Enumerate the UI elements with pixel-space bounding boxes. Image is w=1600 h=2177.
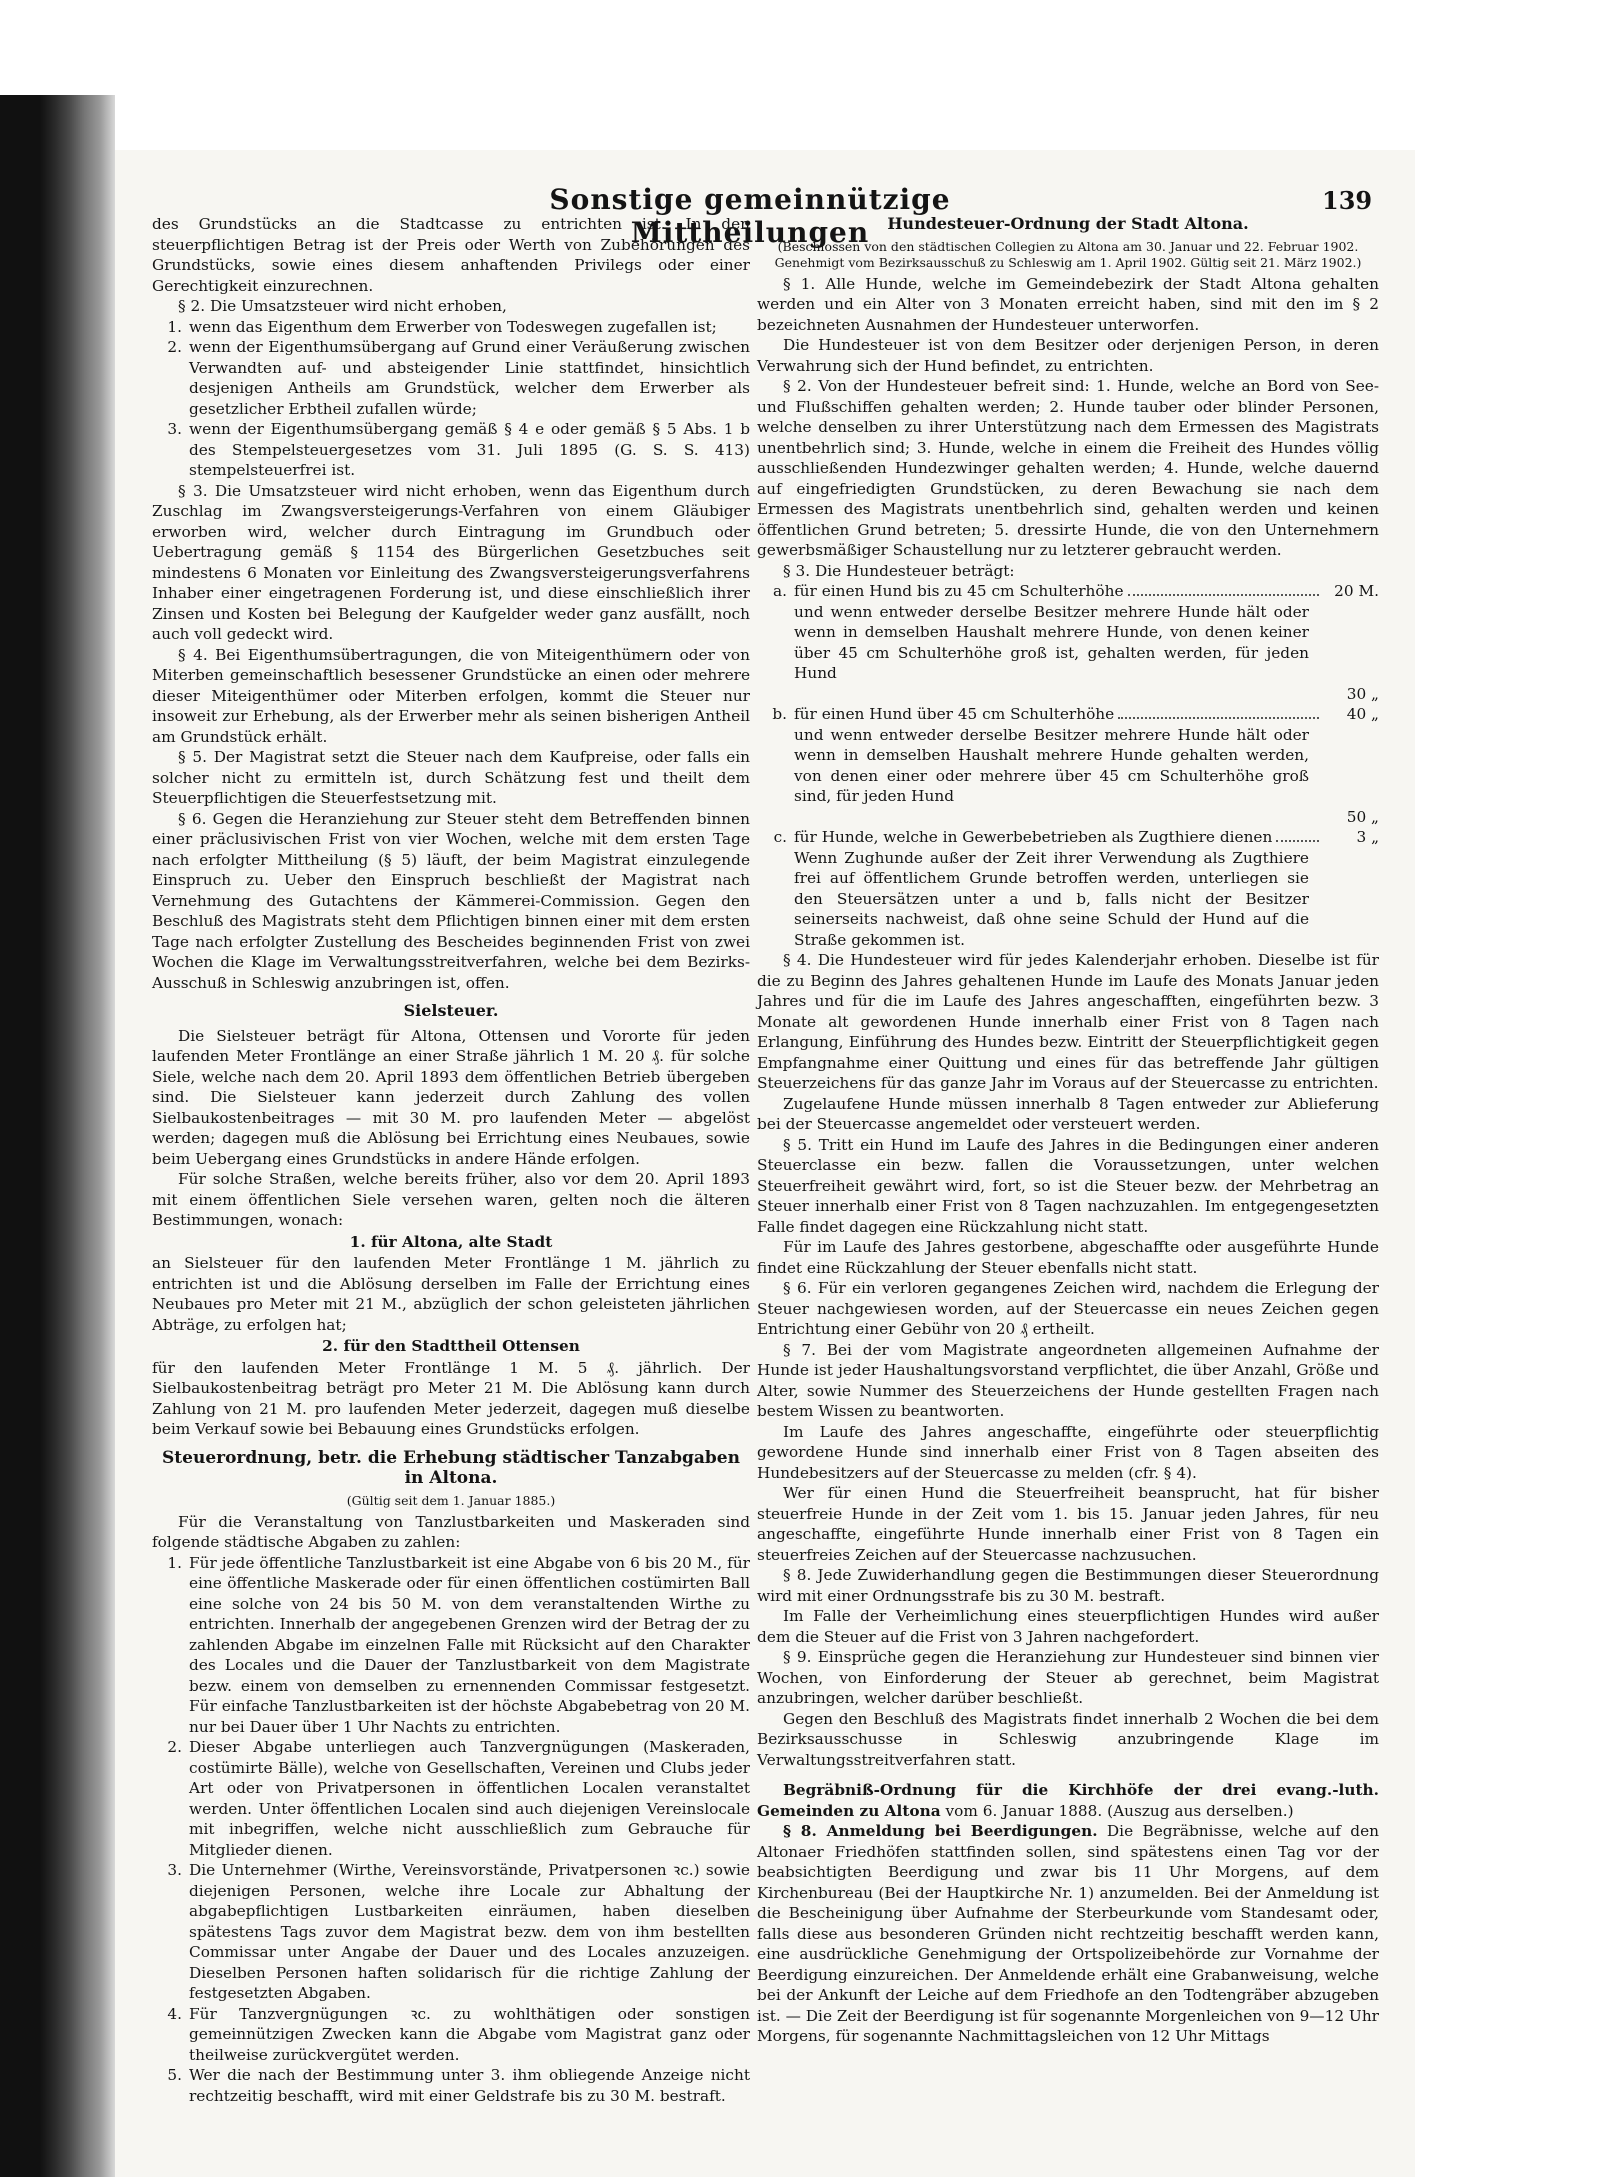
hund-section-4: § 4. Die Hundesteuer wird für jedes Kalenderjahr erhoben. Dieselbe ist für die zu Beginn des Jahres gehaltenen Hunde im Laufe des Monats Januar jeden Jahres und für die im Laufe des Jahres angeschafften, eingeführten bezw. 3 Monate alt gewordenen Hunde innerhalb einer Frist von 8 Tagen nach Erlangung, Einführung des Hundes bezw. Eintritt der Steuerpflichtigkeit gegen Empfangnahme einer Quittung und eines für das betreffende Jahr gültigen Steuerzeichens für das ganze Jahr im Voraus auf der Steuercasse zu entrichten.	[757, 951, 1379, 1092]
list-item-text: Wer die nach der Bestimmung unter 3. ihm obliegende Anzeige nicht rechtzeitig beschafft, wird mit einer Geldstrafe bis zu 30 M. bestraft.	[189, 2066, 750, 2105]
rate-amount: 50 „	[1346, 807, 1379, 826]
hund-section-7b: Im Laufe des Jahres angeschaffte, eingeführte oder steuerpflichtig gewordene Hunde sind innerhalb einer Frist von 8 Tagen abseiten des Hundebesitzers auf der Steuercasse zu melden (cfr. § 4).	[757, 1422, 1379, 1482]
list-item-number: 4.	[167, 2004, 182, 2023]
list-item	[152, 337, 750, 419]
list-item	[152, 1860, 750, 2004]
running-head: Sonstige gemeinnützige Mittheilungen	[549, 183, 951, 249]
list-item-number: 2.	[167, 1738, 182, 1756]
list-item-number: 5.	[167, 2066, 182, 2084]
rate-text: und wenn entweder derselbe Besitzer mehrere Hunde hält oder wenn in demselben Haushalt mehrere Hunde gehalten werden, von denen einer oder mehrere über 45 cm Schulterhöhe groß sind, für jeden Hund	[794, 725, 1309, 805]
scan-binding-shadow	[0, 95, 115, 2177]
rate-label: a.	[773, 582, 787, 600]
sielsteuer-paragraph-1: Die Sielsteuer beträgt für Altona, Ottensen und Vororte für jeden laufenden Meter Frontlänge an einer Straße jährlich 1 M. 20 ₰. für solche Siele, welche nach dem 20. April 1893 dem öffentlichen Betrieb übergeben sind. Die Sielsteuer kann jederzeit durch Zahlung des vollen Sielbaukostenbeitrages — mit 30 M. pro laufenden Meter — abgelöst werden; dagegen muß die Ablösung bei Errichtung eines Neubaues, sowie beim Uebergang eines Grundstücks in andere Hände erfolgen.	[152, 1026, 750, 1168]
right-column	[757, 214, 1379, 2047]
hundesteuer-approval-note: Genehmigt vom Bezirksausschuß zu Schleswig am 1. April 1902. Gültig seit 21. März 1902.)	[774, 254, 1362, 270]
hund-section-5: § 5. Tritt ein Hund im Laufe des Jahres in die Bedingungen einer anderen Steuerclasse ein bezw. fallen die Voraussetzungen, unter welchen Steuerfreiheit gewährt wird, fort, so ist die Steuer bezw. der Mehrbetrag an Steuer innerhalb einer Frist von 8 Tagen nachzuzahlen. Im entgegengesetzten Falle findet dagegen eine Rückzahlung nicht statt.	[757, 1135, 1379, 1236]
hund-section-8b: Im Falle der Verheimlichung eines steuerpflichtigen Hundes wird außer dem die Steuer auf die Frist von 3 Jahren nachgefordert.	[757, 1607, 1379, 1646]
list-item-text: Die Unternehmer (Wirthe, Vereinsvorstände, Privatpersonen ꝛc.) sowie diejenigen Personen, welche ihre Locale zur Abhaltung der abgabepflichtigen Lustbarkeiten einräumen, haben dieselben spätestens Tags zuvor dem Magistrat bezw. dem von ihm bestellten Commissar unter Angabe der Dauer und des Locales anzuzeigen. Dieselben Personen haften solidarisch für die richtige Zahlung der festgesetzten Abgaben.	[189, 1861, 750, 2002]
hund-section-2: § 2. Von der Hundesteuer befreit sind: 1. Hunde, welche an Bord von See- und Flußschiffen gehalten werden; 2. Hunde tauber oder blinder Personen, welche denselben zu ihrer Unterstützung nach dem Ermessen des Magistrats unentbehrlich sind; 3. Hunde, welche in einem die Freiheit des Hundes völlig ausschließenden Hundezwinger gehalten werden; 4. Hunde, welche dauernd auf eingefriedigten Grundstücken, zu deren Bewachung sie nach dem Ermessen des Magistrats unentbehrlich sind, gehalten werden und keinen öffentlichen Grund betreten; 5. dressirte Hunde, die von den Unternehmern gewerbsmäßiger Schaustellung nur zu letzterer gebraucht werden.	[757, 377, 1379, 559]
tax-rate-a-amount2	[757, 684, 1379, 705]
tanzabgaben-intro: Für die Veranstaltung von Tanzlustbarkeiten und Maskeraden sind folgende städtische Abgaben zu zahlen:	[152, 1512, 750, 1551]
rate-text: und wenn entweder derselbe Besitzer mehrere Hunde hält oder wenn in demselben Haushalt mehrere Hunde, von denen keiner über 45 cm Schulterhöhe groß ist, gehalten werden, für jeden Hund	[794, 602, 1309, 682]
rate-text: für einen Hund über 45 cm Schulterhöhe	[794, 705, 1115, 723]
sielsteuer-paragraph-2: Für solche Straßen, welche bereits früher, also vor dem 20. April 1893 mit einem öffentlichen Siele versehen waren, gelten noch die älteren Bestimmungen, wonach:	[152, 1170, 750, 1229]
list-item-text: wenn der Eigenthumsübergang gemäß § 4 e oder gemäß § 5 Abs. 1 b des Stempelsteuergesetzes vom 31. Juli 1895 (G. S. S. 413) stempelsteuerfrei ist.	[189, 420, 750, 479]
list-item-text: wenn das Eigenthum dem Erwerber von Todeswegen zugefallen ist;	[189, 317, 717, 336]
sielsteuer-subheading-altona: 1. für Altona, alte Stadt	[349, 1232, 553, 1251]
tanzabgaben-validity: (Gültig seit dem 1. Januar 1885.)	[346, 1492, 556, 1508]
list-item-number: 3.	[167, 1861, 182, 1879]
begraebnis-section-8	[757, 1821, 1379, 2047]
tax-rate-a	[757, 581, 1379, 602]
hund-section-1b: Die Hundesteuer ist von dem Besitzer oder derjenigen Person, in deren Verwahrung sich der Hund befindet, zu entrichten.	[757, 336, 1379, 375]
list-item-number: 1.	[167, 317, 182, 336]
list-item	[152, 419, 750, 481]
list-item	[152, 1737, 750, 1860]
dot-leader	[1276, 827, 1319, 842]
tax-rate-b-amount2	[757, 807, 1379, 828]
list-item	[152, 1553, 750, 1738]
hund-section-4b: Zugelaufene Hunde müssen innerhalb 8 Tagen entweder zur Ablieferung bei der Steuercasse angemeldet oder versteuert werden.	[757, 1094, 1379, 1133]
list-item	[152, 317, 750, 338]
list-item-number: 2.	[167, 338, 182, 356]
begraebnis-section-8-text: Die Begräbnisse, welche auf den Altonaer Friedhöfen stattfinden sollen, sind spätestens einen Tag vor der beabsichtigten Beerdigung und zwar bis 11 Uhr Morgens, auf dem Kirchenbureau (Bei der Hauptkirche Nr. 1) anzumelden. Bei der Anmeldung ist die Bescheinigung über Aufnahme der Sterbeurkunde vom Standesamt oder, falls diese aus besonderen Gründen nicht rechtzeitig beschafft werden kann, eine ausdrückliche Genehmigung der Ortspolizeibehörde zur Vornahme der Beerdigung einzureichen. Der Anmeldende erhält eine Grabanweisung, welche bei der Ankunft der Leiche auf dem Friedhofe an den Todtengräber abzugeben ist. — Die Zeit der Beerdigung ist für sogenannte Morgenleichen von 9—12 Uhr Morgens, für sogenannte Nachmittagsleichen von 12 Uhr Mittags	[757, 1822, 1379, 2045]
dot-leader	[1118, 704, 1319, 719]
rate-label: b.	[772, 705, 787, 723]
tanzabgaben-list	[152, 1553, 750, 2107]
sielsteuer-paragraph-4: für den laufenden Meter Frontlänge 1 M. 5 ₰. jährlich. Der Sielbaukostenbeitrag beträgt pro Meter 21 M. Die Ablösung kann durch Zahlung von 21 M. pro laufenden Meter jederzeit, dagegen muß dieselbe beim Verkauf sowie bei Bebauung eines Grundstücks erfolgen.	[152, 1358, 750, 1438]
paragraph-continuation: des Grundstücks an die Stadtcasse zu entrichten ist. In den steuerpflichtigen Betrag ist der Preis oder Werth von Zubehörungen des Grundstücks, sowie eines diesem anhaftenden Privilegs oder einer Gerechtigkeit einzurechnen.	[152, 215, 750, 295]
rate-amount: 40 „	[1346, 705, 1379, 723]
sielsteuer-paragraph-3: an Sielsteuer für den laufenden Meter Frontlänge 1 M. jährlich zu entrichten ist und die Ablösung derselben im Falle der Errichtung eines Neubaues pro Meter mit 21 M., abzüglich der schon geleisteten jährlichen Abträge, zu erfolgen hat;	[152, 1254, 750, 1334]
list-item	[152, 2004, 750, 2066]
begraebnis-section-8-label: § 8. Anmeldung bei Beerdigungen.	[783, 1822, 1098, 1840]
rate-amount: 20 M.	[1334, 582, 1379, 600]
tax-rate-c-more	[757, 848, 1379, 951]
section-2-list	[152, 317, 750, 481]
section-2-intro: § 2. Die Umsatzsteuer wird nicht erhoben,	[178, 297, 507, 315]
hund-section-3: § 3. Die Hundesteuer beträgt:	[783, 561, 1015, 580]
hund-section-8: § 8. Jede Zuwiderhandlung gegen die Bestimmungen dieser Steuerordnung wird mit einer Ordnungsstrafe bis zu 30 M. bestraft.	[757, 1566, 1379, 1605]
section-6: § 6. Gegen die Heranziehung zur Steuer steht dem Betreffenden binnen einer präclusivischen Frist von vier Wochen, welche mit dem ersten Tage nach erfolgter Mittheilung (§ 5) läuft, der beim Magistrat einzulegende Einspruch zu. Ueber den Einspruch beschließt der Magistrat nach Vernehmung des Gutachtens der Kämmerei-Commission. Gegen den Beschluß des Magistrats steht dem Pflichtigen binnen einer mit dem ersten Tage nach erfolgter Zustellung des Bescheides beginnenden Frist von zwei Wochen die Klage im Verwaltungsstreitverfahren, welche bei dem Bezirks-Ausschuß in Schleswig anzubringen ist, offen.	[152, 809, 750, 992]
hund-section-9b: Gegen den Beschluß des Magistrats findet innerhalb 2 Wochen die bei dem Bezirksausschusse in Schleswig anzubringende Klage im Verwaltungsstreitverfahren statt.	[757, 1709, 1379, 1769]
section-5: § 5. Der Magistrat setzt die Steuer nach dem Kaufpreise, oder falls ein solcher nicht zu ermitteln ist, durch Schätzung fest und theilt dem Steuerpflichtigen die Steuerfestsetzung mit.	[152, 748, 750, 807]
sielsteuer-heading: Sielsteuer.	[403, 1001, 499, 1020]
begraebnis-heading	[757, 1780, 1379, 1821]
begraebnis-title: Begräbniß-Ordnung für die Kirchhöfe der drei evang.-luth. Gemeinden zu Altona	[757, 1781, 1379, 1820]
hundesteuer-resolution-note: (Beschlossen von den städtischen Collegien zu Altona am 30. Januar und 22. Februar 1902.	[777, 238, 1359, 254]
rate-amount: 30 „	[1346, 684, 1379, 703]
left-column	[152, 214, 750, 2106]
tax-rate-b-more	[757, 725, 1379, 807]
rate-label: c.	[773, 828, 787, 846]
tanzabgaben-heading: Steuerordnung, betr. die Erhebung städtischer Tanzabgaben in Altona.	[162, 1447, 740, 1488]
rate-text: Wenn Zughunde außer der Zeit ihrer Verwendung als Zugthiere frei auf öffentlichem Grunde betroffen werden, unterliegen sie den Steuersätzen unter a und b, falls nicht der Besitzer seinerseits nachweist, daß ohne seine Schuld der Hund auf die Straße gekommen ist.	[794, 848, 1309, 949]
list-item	[152, 2065, 750, 2106]
list-item-number: 3.	[167, 420, 182, 438]
hund-section-7: § 7. Bei der vom Magistrate angeordneten allgemeinen Aufnahme der Hunde ist jeder Haushaltungsvorstand verpflichtet, die über Anzahl, Größe und Alter, sowie Nummer des Steuerzeichens der Hunde gestellten Fragen nach bestem Wissen zu beantworten.	[757, 1340, 1379, 1420]
sielsteuer-subheading-ottensen: 2. für den Stadttheil Ottensen	[322, 1337, 580, 1355]
tax-rate-a-more	[757, 602, 1379, 684]
hund-section-6: § 6. Für ein verloren gegangenes Zeichen wird, nachdem die Erlegung der Steuer nachgewiesen worden, auf der Steuercasse ein neues Zeichen gegen Entrichtung einer Gebühr von 20 ₰ ertheilt.	[757, 1279, 1379, 1338]
hund-section-7c: Wer für einen Hund die Steuerfreiheit beansprucht, hat für bisher steuerfreie Hunde in der Zeit vom 1. bis 15. Januar jeden Jahres, für neu angeschaffte, eingeführte Hunde innerhalb einer Frist von 8 Tagen ein steuerfreies Zeichen auf der Steuercasse nachzusuchen.	[757, 1484, 1379, 1564]
tax-rate-b	[757, 704, 1379, 725]
rate-text: für einen Hund bis zu 45 cm Schulterhöhe	[794, 582, 1124, 600]
rate-amount: 3 „	[1356, 828, 1379, 846]
section-3: § 3. Die Umsatzsteuer wird nicht erhoben, wenn das Eigenthum durch Zuschlag im Zwangsversteigerungs-Verfahren von einem Gläubiger erworben wird, welcher durch Eintragung im Grundbuch oder Uebertragung gemäß § 1154 des Bürgerlichen Gesetzbuches seit mindestens 6 Monaten vor Einleitung des Zwangsversteigerungsverfahrens Inhaber einer eingetragenen Forderung ist, und diese einschließlich ihrer Zinsen und Kosten bei Belegung der Kaufgelder weder ganz ausfällt, noch auch voll gedeckt wird.	[152, 481, 750, 643]
list-item-text: Für Tanzvergnügungen ꝛc. zu wohlthätigen oder sonstigen gemeinnützigen Zwecken kann die Abgabe vom Magistrat ganz oder theilweise zurückvergütet werden.	[189, 2004, 750, 2064]
hundesteuer-heading: Hundesteuer-Ordnung der Stadt Altona.	[887, 214, 1249, 233]
list-item-text: Für jede öffentliche Tanzlustbarkeit ist eine Abgabe von 6 bis 20 M., für eine öffentliche Maskerade oder für einen öffentlichen costümirten Ball eine solche von 24 bis 50 M. von dem veranstaltenden Wirthe zu entrichten. Innerhalb der angegebenen Grenzen wird der Betrag der zu zahlenden Abgabe im einzelnen Falle mit Rücksicht auf den Charakter des Locales und die Dauer der Tanzlustbarkeit von dem Magistrate bezw. einem von demselben zu ernennenden Commissar festgesetzt. Für einfache Tanzlustbarkeiten ist der höchste Abgabebetrag von 20 M. nur bei Dauer über 1 Uhr Nachts zu entrichten.	[189, 1553, 750, 1736]
list-item-number: 1.	[167, 1553, 182, 1572]
rate-text: für Hunde, welche in Gewerbebetrieben als Zugthiere dienen	[794, 828, 1273, 846]
dot-leader	[1128, 581, 1319, 596]
begraebnis-date-note: vom 6. Januar 1888. (Auszug aus derselben.)	[945, 1801, 1294, 1820]
tax-rate-c	[757, 827, 1379, 848]
list-item-text: wenn der Eigenthumsübergang auf Grund einer Veräußerung zwischen Verwandten auf- und absteigender Linie stattfindet, hinsichtlich desjenigen Antheils am Grundstück, welcher dem Erwerber als gesetzlicher Erbtheil zufallen würde;	[189, 338, 750, 418]
section-4: § 4. Bei Eigenthumsübertragungen, die von Miteigenthümern oder von Miterben gemeinschaftlich besessener Grundstücke an einen oder mehrere dieser Miteigenthümer oder Miterben erfolgen, kommt die Steuer nur insoweit zur Erhebung, als der Erwerber mehr als seinen bisherigen Antheil am Grundstück erhält.	[152, 645, 750, 746]
tax-rate-list	[757, 581, 1379, 950]
page-number: 139	[1322, 186, 1373, 215]
list-item-text: Dieser Abgabe unterliegen auch Tanzvergnügungen (Maskeraden, costümirte Bälle), welche von Gesellschaften, Vereinen und Clubs jeder Art oder von Privatpersonen in öffentlichen Localen veranstaltet werden. Unter öffentlichen Localen sind auch diejenigen Vereinslocale mit inbegriffen, welche nicht ausschließlich zum Gebrauche für Mitglieder dienen.	[189, 1738, 750, 1859]
hund-section-9: § 9. Einsprüche gegen die Heranziehung zur Hundesteuer sind binnen vier Wochen, von Einforderung der Steuer ab gerechnet, beim Magistrat anzubringen, welcher darüber beschließt.	[757, 1648, 1379, 1707]
hund-section-5b: Für im Laufe des Jahres gestorbene, abgeschaffte oder ausgeführte Hunde findet eine Rückzahlung der Steuer ebenfalls nicht statt.	[757, 1238, 1379, 1277]
hund-section-1: § 1. Alle Hunde, welche im Gemeindebezirk der Stadt Altona gehalten werden und ein Alter von 3 Monaten erreicht haben, sind mit den im § 2 bezeichneten Ausnahmen der Hundesteuer unterworfen.	[757, 274, 1379, 334]
